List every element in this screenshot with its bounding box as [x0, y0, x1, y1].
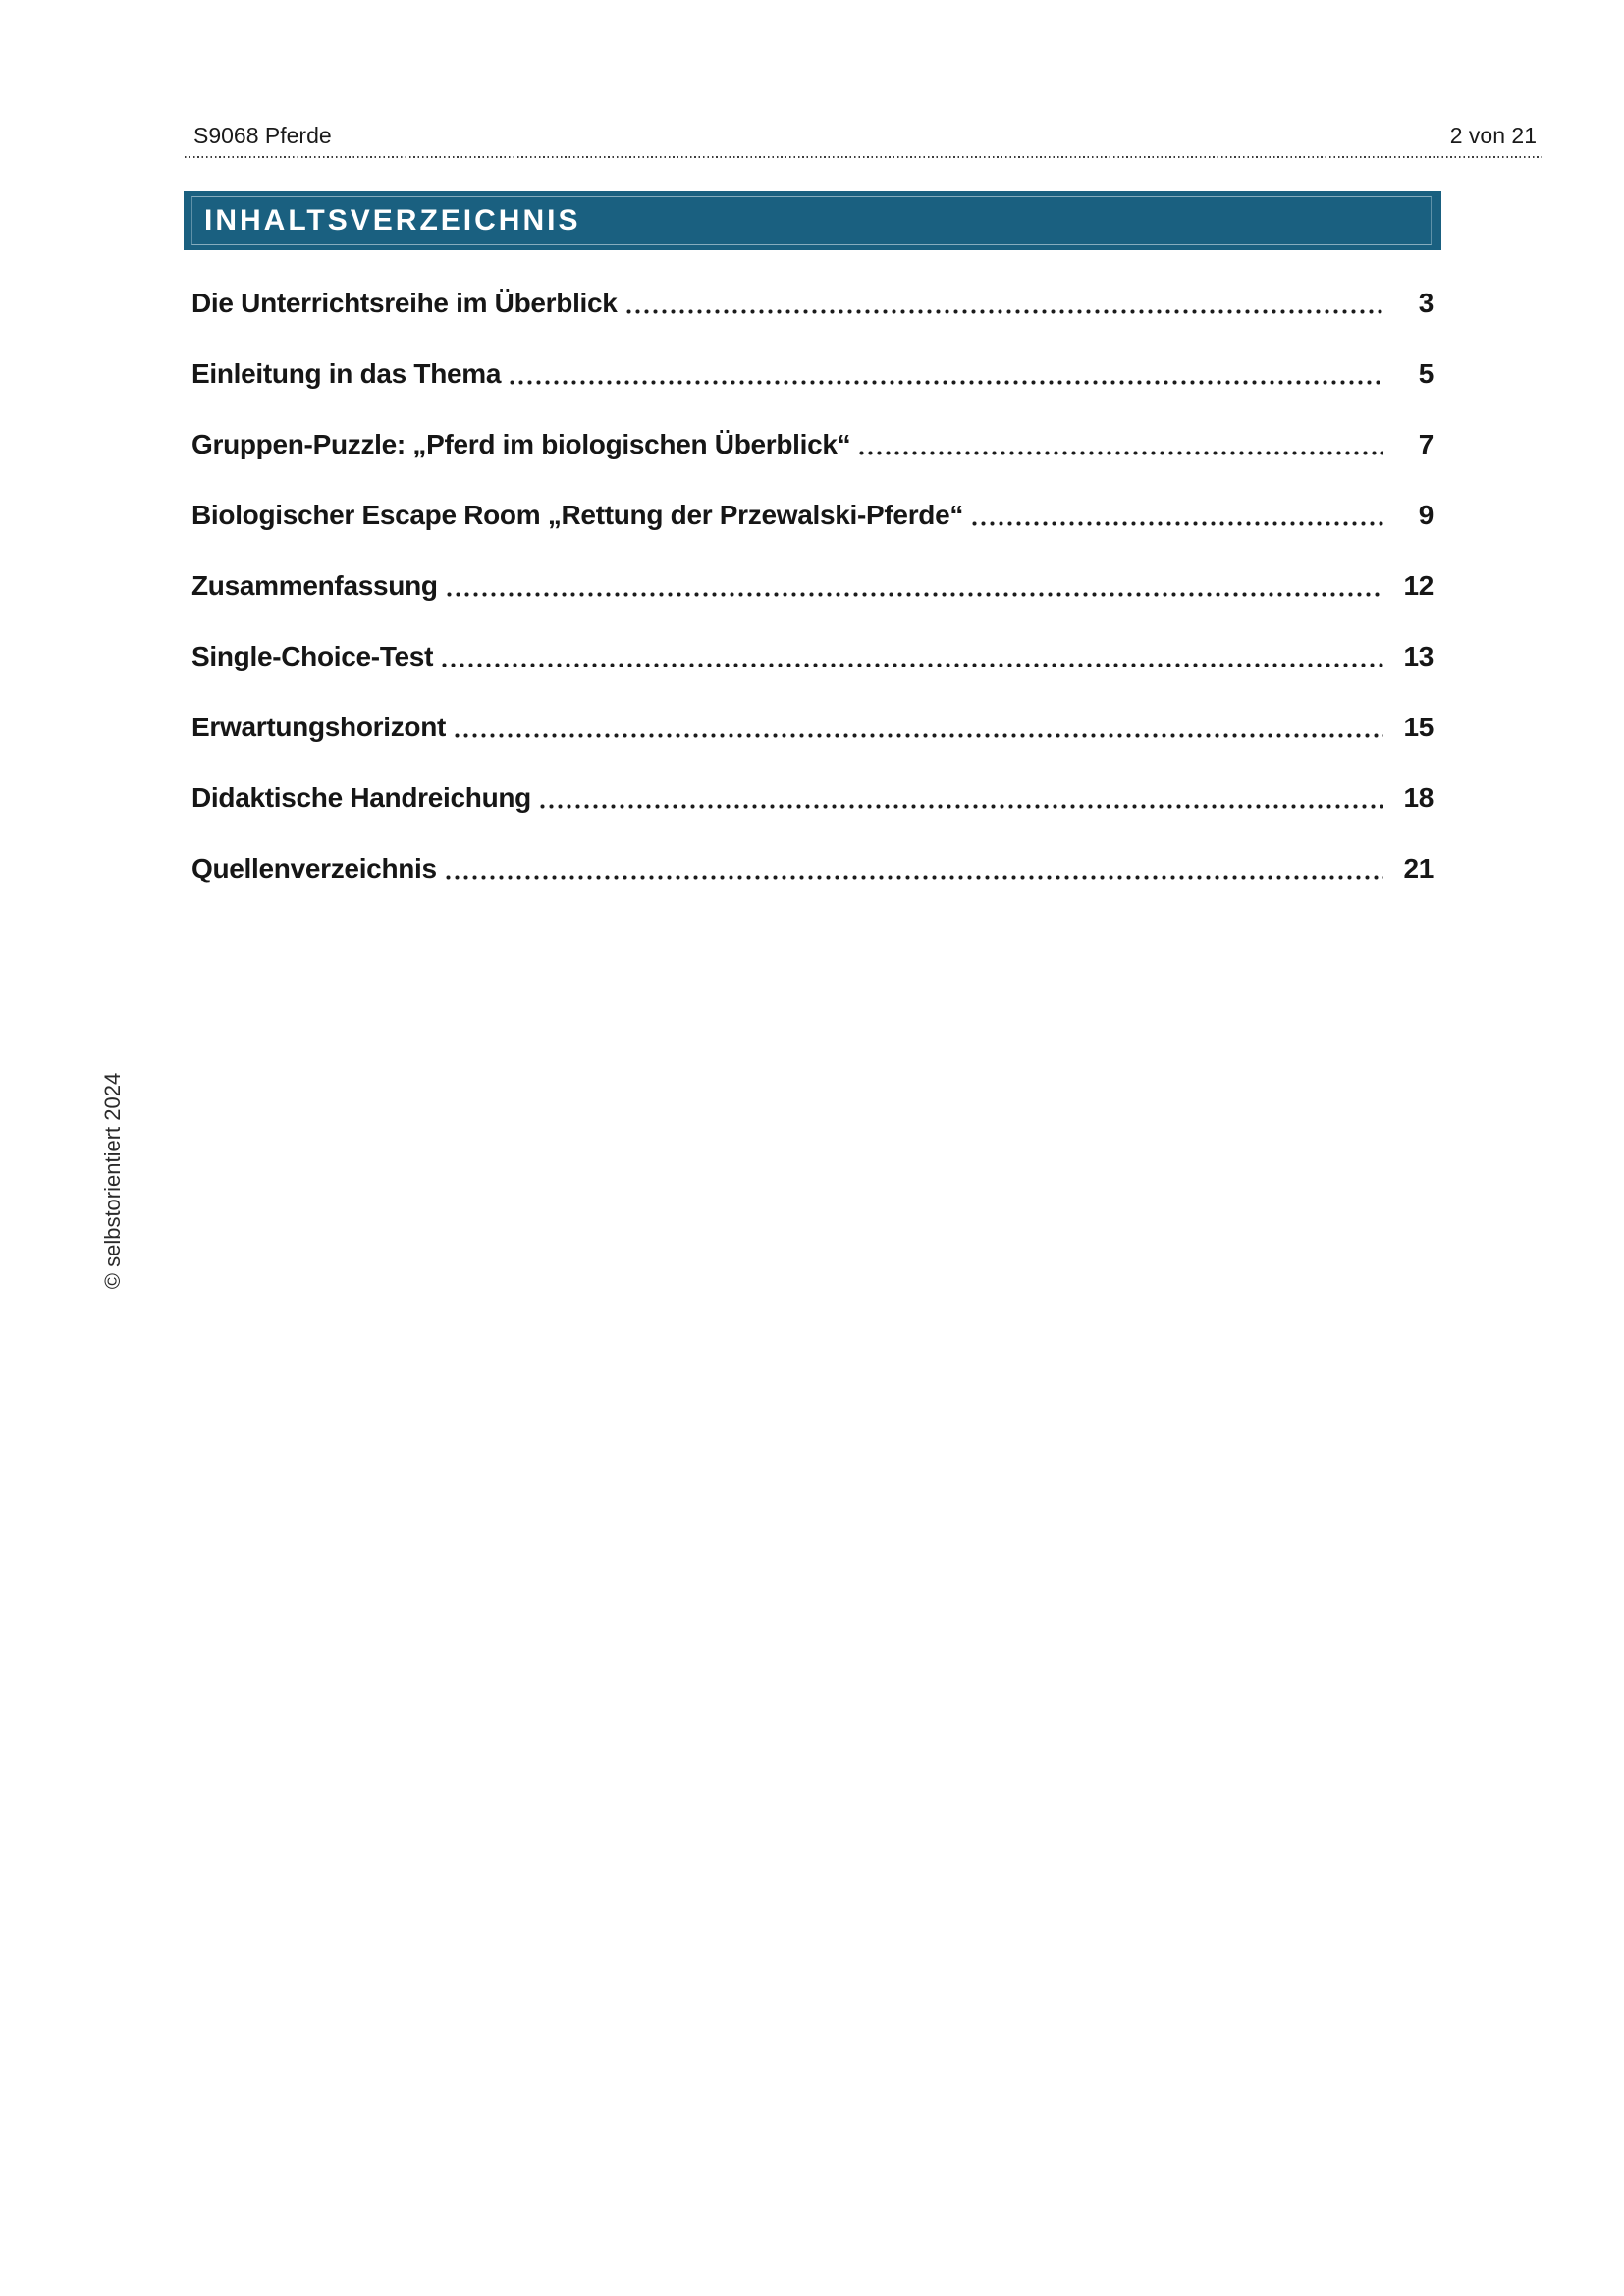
copyright-vertical-text: © selbstorientiert 2024 [100, 1072, 125, 1290]
header-page-indicator: 2 von 21 [1449, 123, 1537, 148]
toc-leader-dots [445, 569, 1383, 597]
toc-entry-page: 3 [1418, 288, 1434, 318]
toc-list [191, 287, 1434, 923]
toc-entry[interactable] [191, 569, 1434, 603]
toc-leader-dots [508, 357, 1383, 385]
toc-entry-page: 9 [1418, 500, 1434, 530]
toc-entry-label: Single-Choice-Test [191, 641, 434, 671]
toc-entry[interactable] [191, 711, 1434, 744]
toc-entry-label: Einleitung in das Thema [191, 358, 502, 389]
toc-entry-page: 18 [1403, 782, 1434, 813]
toc-entry[interactable] [191, 287, 1434, 320]
toc-entry[interactable] [191, 781, 1434, 815]
toc-leader-dots [538, 781, 1383, 809]
toc-leader-dots [970, 499, 1383, 526]
toc-entry-page: 12 [1403, 570, 1434, 601]
toc-entry-page: 21 [1403, 853, 1434, 883]
toc-entry-label: Erwartungshorizont [191, 712, 447, 742]
toc-entry-page: 7 [1418, 429, 1434, 459]
toc-leader-dots [444, 852, 1383, 880]
header-doc-code: S9068 Pferde [193, 123, 332, 148]
toc-entry-label: Quellenverzeichnis [191, 853, 437, 883]
toc-title: INHALTSVERZEICHNIS [204, 204, 581, 237]
toc-entry-label: Didaktische Handreichung [191, 782, 531, 813]
page-header [193, 122, 1537, 149]
toc-entry-label: Gruppen-Puzzle: „Pferd im biologischen Überblick“ [191, 429, 851, 459]
toc-leader-dots [440, 640, 1383, 667]
toc-entry-label: Biologischer Escape Room „Rettung der Przewalski-Pferde“ [191, 500, 964, 530]
toc-entry-page: 13 [1403, 641, 1434, 671]
toc-entry[interactable] [191, 357, 1434, 391]
toc-entry[interactable] [191, 852, 1434, 885]
toc-entry-page: 5 [1418, 358, 1434, 389]
toc-leader-dots [453, 711, 1383, 738]
toc-entry-page: 15 [1403, 712, 1434, 742]
toc-entry[interactable] [191, 428, 1434, 461]
toc-entry[interactable] [191, 499, 1434, 532]
toc-entry-label: Zusammenfassung [191, 570, 438, 601]
toc-entry[interactable] [191, 640, 1434, 673]
toc-leader-dots [857, 428, 1383, 455]
toc-leader-dots [624, 287, 1383, 314]
toc-banner [184, 191, 1441, 250]
header-divider [185, 155, 1542, 158]
toc-entry-label: Die Unterrichtsreihe im Überblick [191, 288, 618, 318]
